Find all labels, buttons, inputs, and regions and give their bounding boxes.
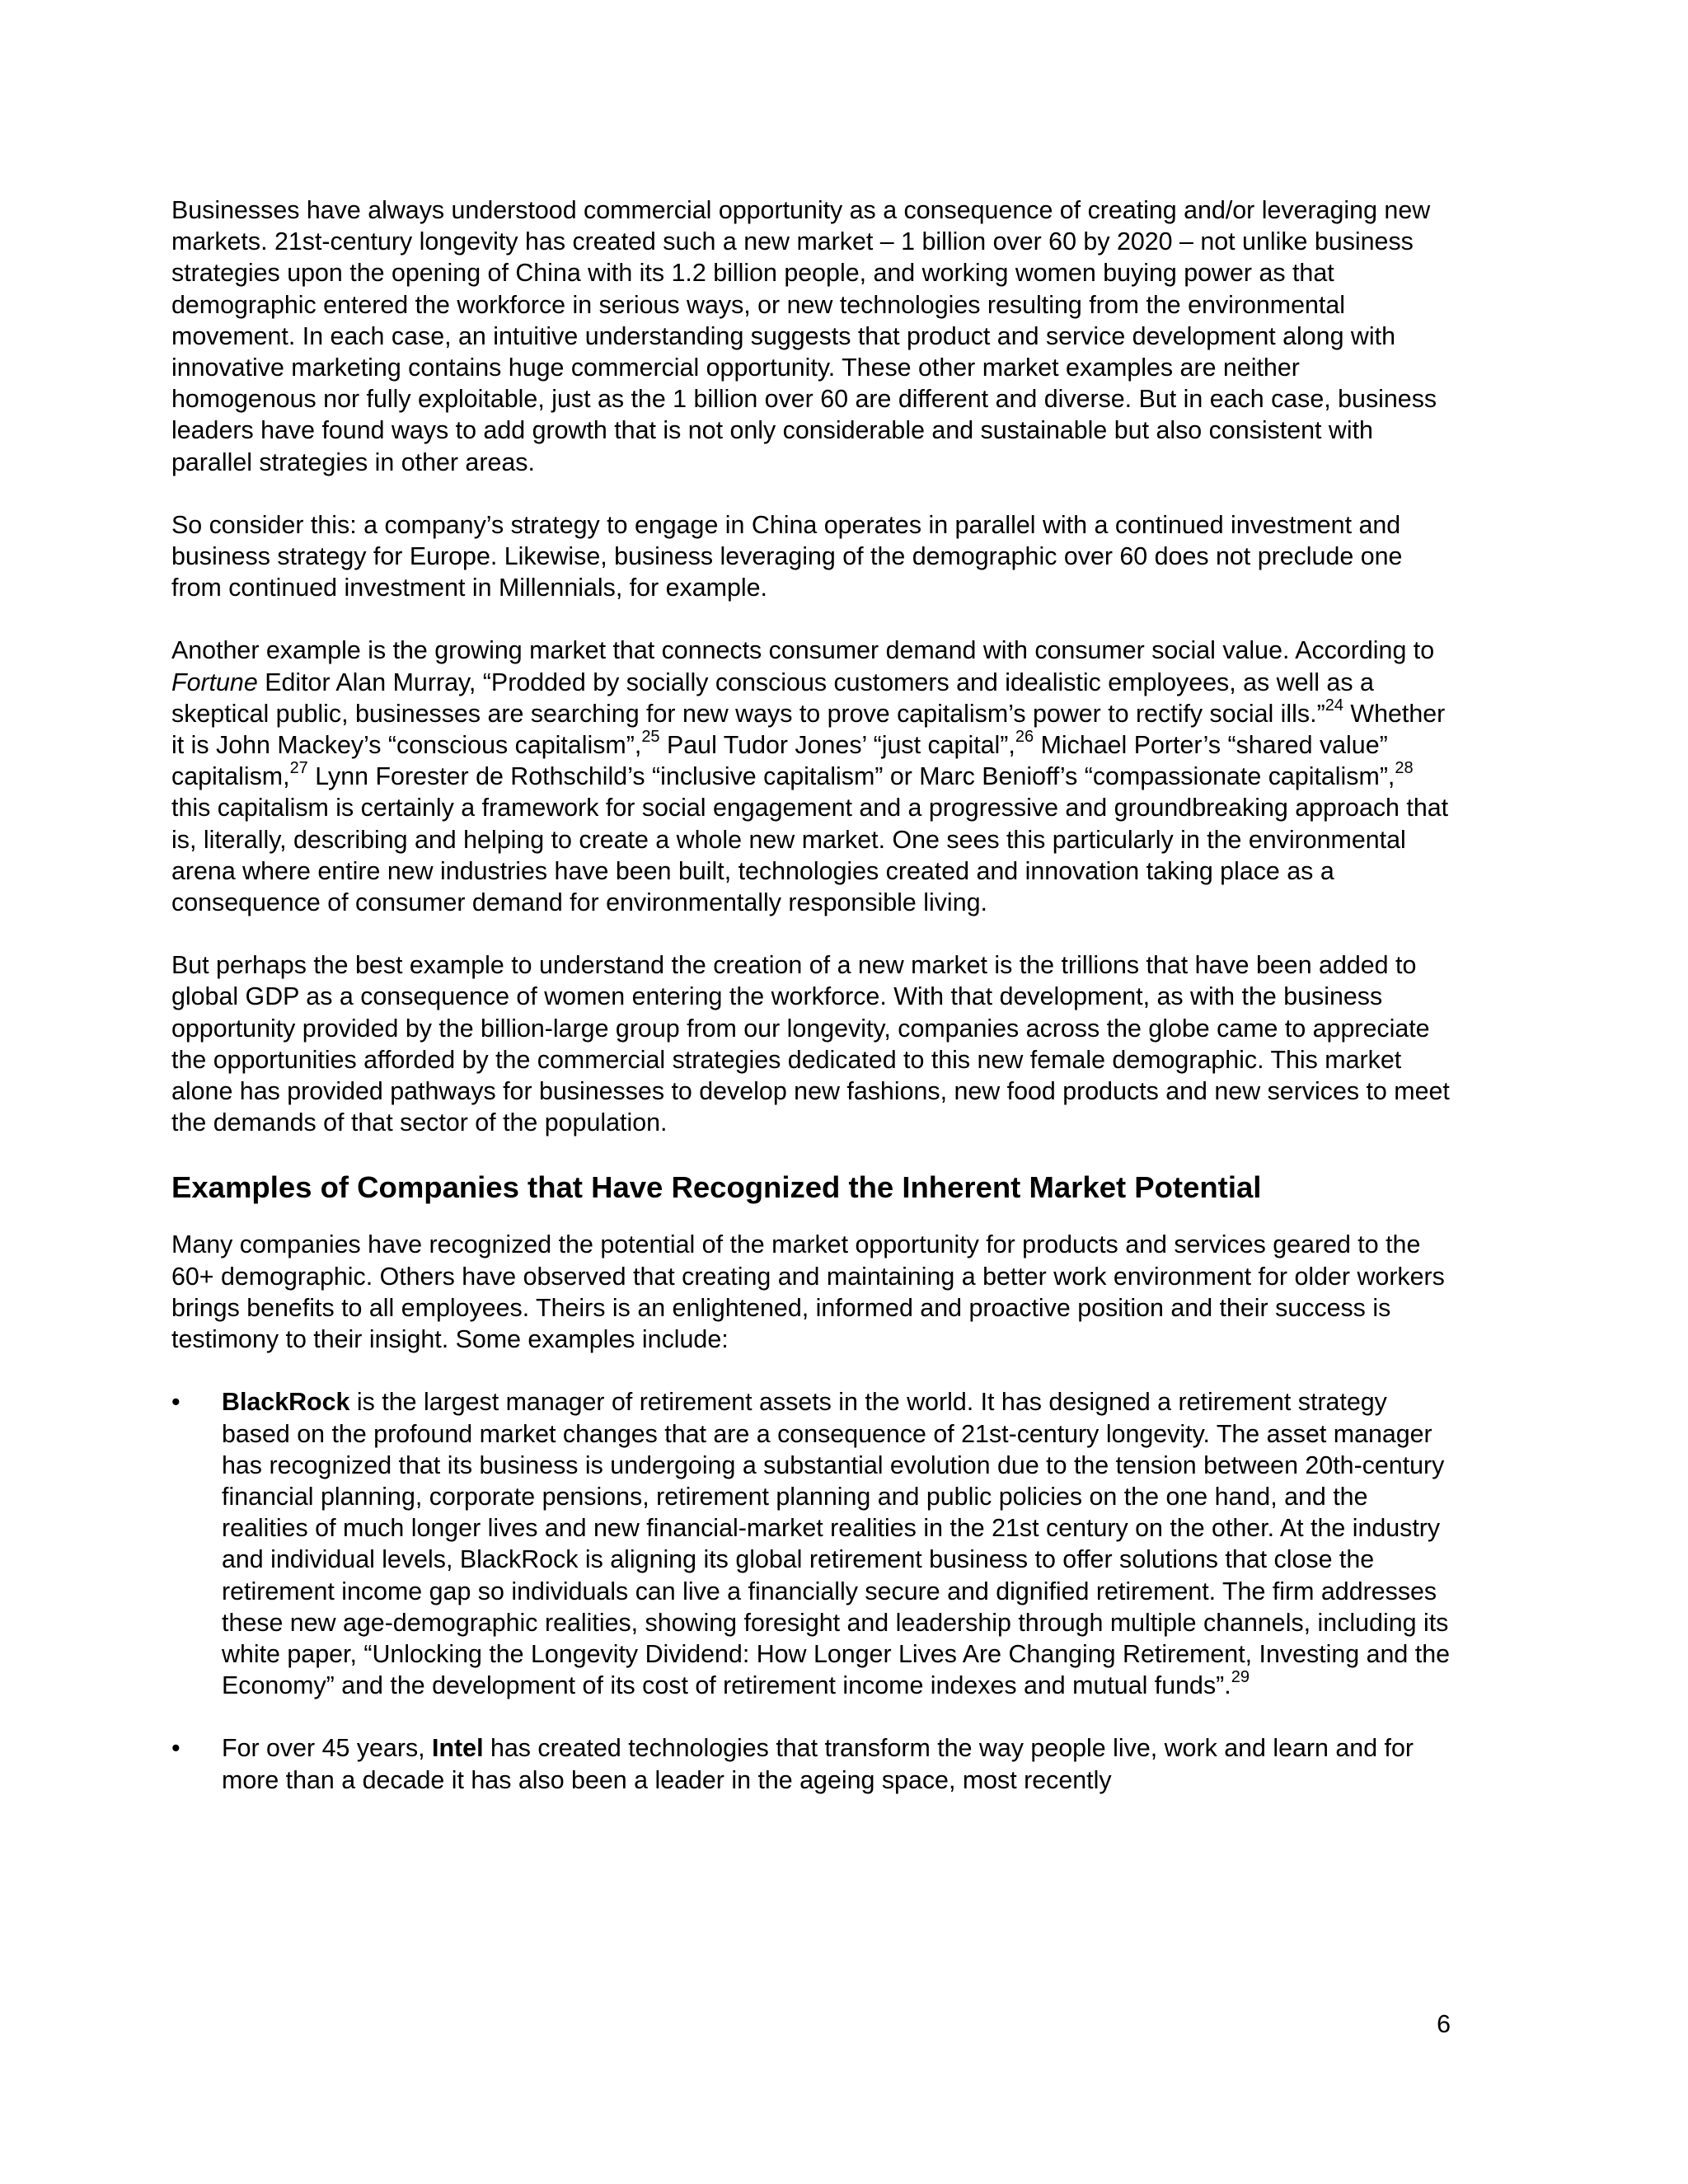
text-run: is the largest manager of retirement assets in the world. It has designed a retirement strategy based on the profound market changes that are a consequence of 21st-century longevity. The asset manager has recognized that its business is undergoing a substantial evolution due to the tension between 20th-century financial planning, corporate pensions, retirement planning and public policies on the one hand, and the realities of much longer lives and new financial-market realities in the 21st century on the other. At the industry and individual levels, BlackRock is aligning its global retirement business to offer solutions that close the retirement income gap so individuals can live a financially secure and dignified retirement. The firm addresses these new age-demographic realities, showing foresight and leadership through multiple channels, including its white paper, “Unlocking the Longevity Dividend: How Longer Lives Are Changing Retirement, Investing and the Economy” and the development of its cost of retirement income indexes and mutual funds”. <box>222 1388 1451 1700</box>
footnote-ref-27[interactable]: 27 <box>289 759 308 778</box>
section-heading: Examples of Companies that Have Recognized the Inherent Market Potential <box>171 1170 1262 1205</box>
footnote-ref-29[interactable]: 29 <box>1231 1668 1250 1686</box>
bullet-icon: • <box>171 1388 181 1417</box>
footnote-ref-28[interactable]: 28 <box>1395 759 1414 778</box>
text-run: Michael Porter’s “shared value” capitalism, <box>171 731 1388 791</box>
paragraph-social-value <box>171 635 1451 918</box>
text-run: Editor Alan Murray, “Prodded by socially conscious customers and idealistic employees, as well as a skeptical public, businesses are searching for new ways to prove capitalism’s power to rectify social ills.” <box>171 668 1374 728</box>
footnote-ref-24[interactable]: 24 <box>1325 696 1343 715</box>
text-run: has created technologies that transform the way people live, work and learn and for more than a decade it has also been a leader in the ageing space, most recently <box>222 1734 1414 1794</box>
company-name: BlackRock <box>222 1388 350 1417</box>
footnote-ref-25[interactable]: 25 <box>641 727 660 746</box>
document-page <box>171 194 1451 1827</box>
text-run: Whether it is John Mackey’s “conscious capitalism”, <box>171 699 1446 760</box>
text-run: Lynn Forester de Rothschild’s “inclusive capitalism” or Marc Benioff’s “compassionate capitalism”, <box>307 762 1395 791</box>
page-number: 6 <box>1437 2010 1451 2038</box>
paragraph-new-markets: Businesses have always understood commercial opportunity as a consequence of creating and/or leveraging new markets. 21st-century longevity has created such a new market – 1 billion over 60 by 2020 – not unlike business strategies upon the opening of China with its 1.2 billion people, and working women buying power as that demographic entered the workforce in serious ways, or new technologies resulting from the environmental movement. In each case, an intuitive understanding suggests that product and service development along with innovative marketing contains huge commercial opportunity. These other market examples are neither homogenous nor fully exploitable, just as the 1 billion over 60 are different and diverse. But in each case, business leaders have found ways to add growth that is not only considerable and sustainable but also consistent with parallel strategies in other areas. <box>171 196 1437 476</box>
list-item-blackrock <box>171 1386 1451 1701</box>
footnote-ref-26[interactable]: 26 <box>1015 727 1034 746</box>
paragraph-women-workforce: But perhaps the best example to understand the creation of a new market is the trillions that have been added to global GDP as a consequence of women entering the workforce. With that development, as with the business opportunity provided by the billion-large group from our longevity, companies across the globe came to appreciate the opportunities afforded by the commercial strategies dedicated to this new female demographic. This market alone has provided pathways for businesses to develop new fashions, new food products and new services to meet the demands of that sector of the population. <box>171 951 1450 1137</box>
text-run: For over 45 years, <box>222 1734 433 1763</box>
text-run: Another example is the growing market that connects consumer demand with consumer social value. According to <box>171 636 1435 665</box>
text-run: this capitalism is certainly a framework for social engagement and a progressive and groundbreaking approach that is, literally, describing and helping to create a whole new market. One sees this particularly in the environmental arena where entire new industries have been built, technologies created and innovation taking place as a consequence of consumer demand for environmentally responsible living. <box>171 794 1449 917</box>
company-name: Intel <box>432 1734 484 1763</box>
bullet-icon: • <box>171 1734 181 1763</box>
paragraph-companies-intro: Many companies have recognized the potential of the market opportunity for products and services geared to the 60+ demographic. Others have observed that creating and maintaining a better work environment for older workers brings benefits to all employees. Theirs is an enlightened, informed and proactive position and their success is testimony to their insight. Some examples include: <box>171 1230 1445 1354</box>
publication-title: Fortune <box>171 668 258 696</box>
paragraph-china-europe: So consider this: a company’s strategy to engage in China operates in parallel with a continued investment and business strategy for Europe. Likewise, business leveraging of the demographic over 60 does not preclude one from continued investment in Millennials, for example. <box>171 510 1403 602</box>
list-item-intel <box>171 1732 1451 1795</box>
text-run: Paul Tudor Jones’ “just capital”, <box>659 731 1015 760</box>
company-examples-list <box>171 1386 1451 1795</box>
